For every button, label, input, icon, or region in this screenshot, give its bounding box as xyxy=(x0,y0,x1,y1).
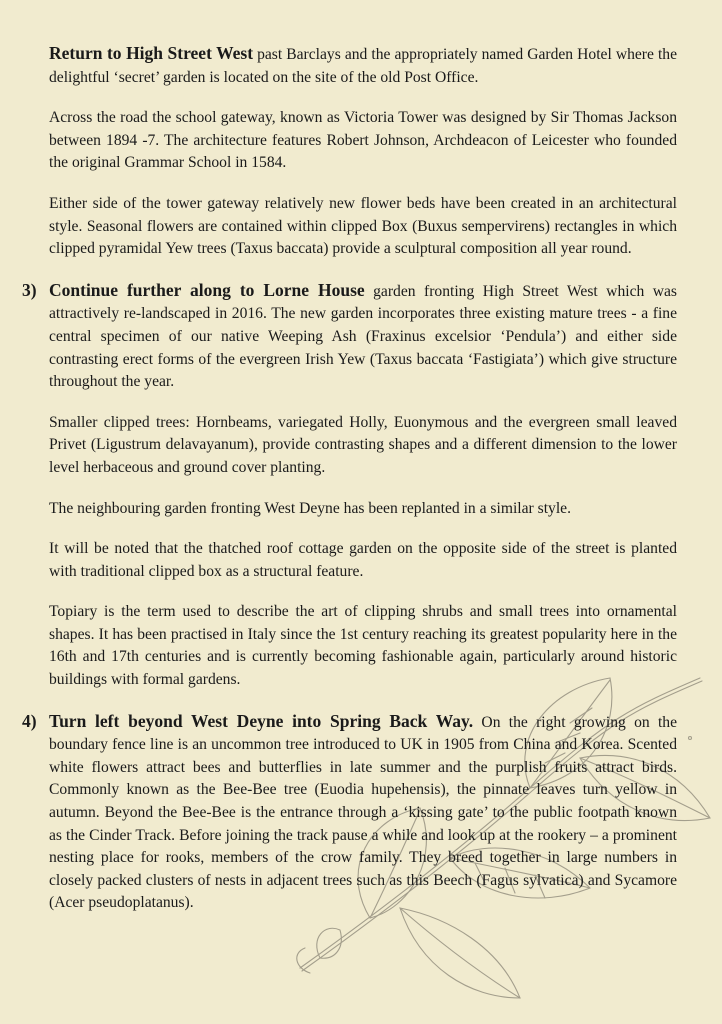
section-3-paragraph-2: Smaller clipped trees: Hornbeams, variegated Holly, Euonymous and the evergreen small leaved Privet (Ligustrum delavayanum), provide contrasting shapes and a different dimension to the lower level herbaceous and ground cover planting. xyxy=(49,413,677,476)
section-3-paragraph-1 xyxy=(49,279,677,394)
intro-paragraph-3: Either side of the tower gateway relatively new flower beds have been created in an architectural style. Seasonal flowers are contained within clipped Box (Buxus sempervirens) rectangles in which clipped pyramidal Yew trees (Taxus baccata) provide a sculptural composition all year round. xyxy=(49,194,677,258)
section-3-number: 3) xyxy=(22,279,37,300)
intro-paragraph-1 xyxy=(49,42,677,89)
section-3-paragraph-5: Topiary is the term used to describe the art of clipping shrubs and small trees into ornamental shapes. It has been practised in Italy since the 1st century reaching its greatest popularity here in the 16th and 17th centuries and is currently becoming fashionable again, particularly around historic buildings with formal gardens. xyxy=(49,603,677,689)
intro-lead-heading: Return to High Street West xyxy=(49,43,254,63)
section-3-paragraph-3: The neighbouring garden fronting West Deyne has been replanted in a similar style. xyxy=(49,499,571,517)
section-3-lead-heading: Continue further along to Lorne House xyxy=(49,279,365,300)
leaf-bottom xyxy=(400,908,520,998)
section-4-lead-heading: Turn left beyond West Deyne into Spring Back Way. xyxy=(49,710,474,731)
section-3-paragraph-1-text: garden fronting High Street West which was attractively re-landscaped in 2016. The new garden incorporates three existing mature trees - a fine central specimen of our native Weeping Ash (Fraxinus excelsior ‘Pendula’) and either side contrasting erect forms of the evergreen Irish Yew (Taxus baccata ‘Fastigiata’) which give structure throughout the year. xyxy=(49,282,678,391)
document-body xyxy=(22,42,678,915)
section-4 xyxy=(22,710,677,915)
intro-paragraph-1-text: past Barclays and the appropriately named Garden Hotel where the delightful ‘secret’ garden is located on the site of the old Post Office. xyxy=(49,46,677,86)
section-4-number: 4) xyxy=(22,710,37,731)
section-4-paragraph-1 xyxy=(49,710,677,915)
intro-paragraph-2: Across the road the school gateway, known as Victoria Tower was designed by Sir Thomas Jackson between 1894 -7. The architecture features Robert Johnson, Archdeacon of Leicester who founded the original Grammar School in 1584. xyxy=(49,109,677,172)
section-3 xyxy=(22,279,678,692)
section-4-paragraph-1-text: On the right growing on the boundary fence line is an uncommon tree introduced to UK in 1905 from China and Korea. Scented white flowers attract bees and butterflies in late summer and the purplish fruits attract birds. Commonly known as the Bee-Bee tree (Euodia hupehensis), the pinnate leaves turn yellow in autumn. Beyond the Bee-Bee is the entrance through a ‘kissing gate’ to the public footpath known as the Cinder Track. Before joining the track pause a while and look up at the rookery – a prominent nesting place for rooks, members of the crow family. They breed together in large numbers in closely packed clusters of nests in adjacent trees such as this Beech (Fagus sylvatica) and Sycamore (Acer pseudoplatanus). xyxy=(49,713,677,912)
section-3-paragraph-4: It will be noted that the thatched roof cottage garden on the opposite side of the street is planted with traditional clipped box as a structural feature. xyxy=(49,540,677,580)
